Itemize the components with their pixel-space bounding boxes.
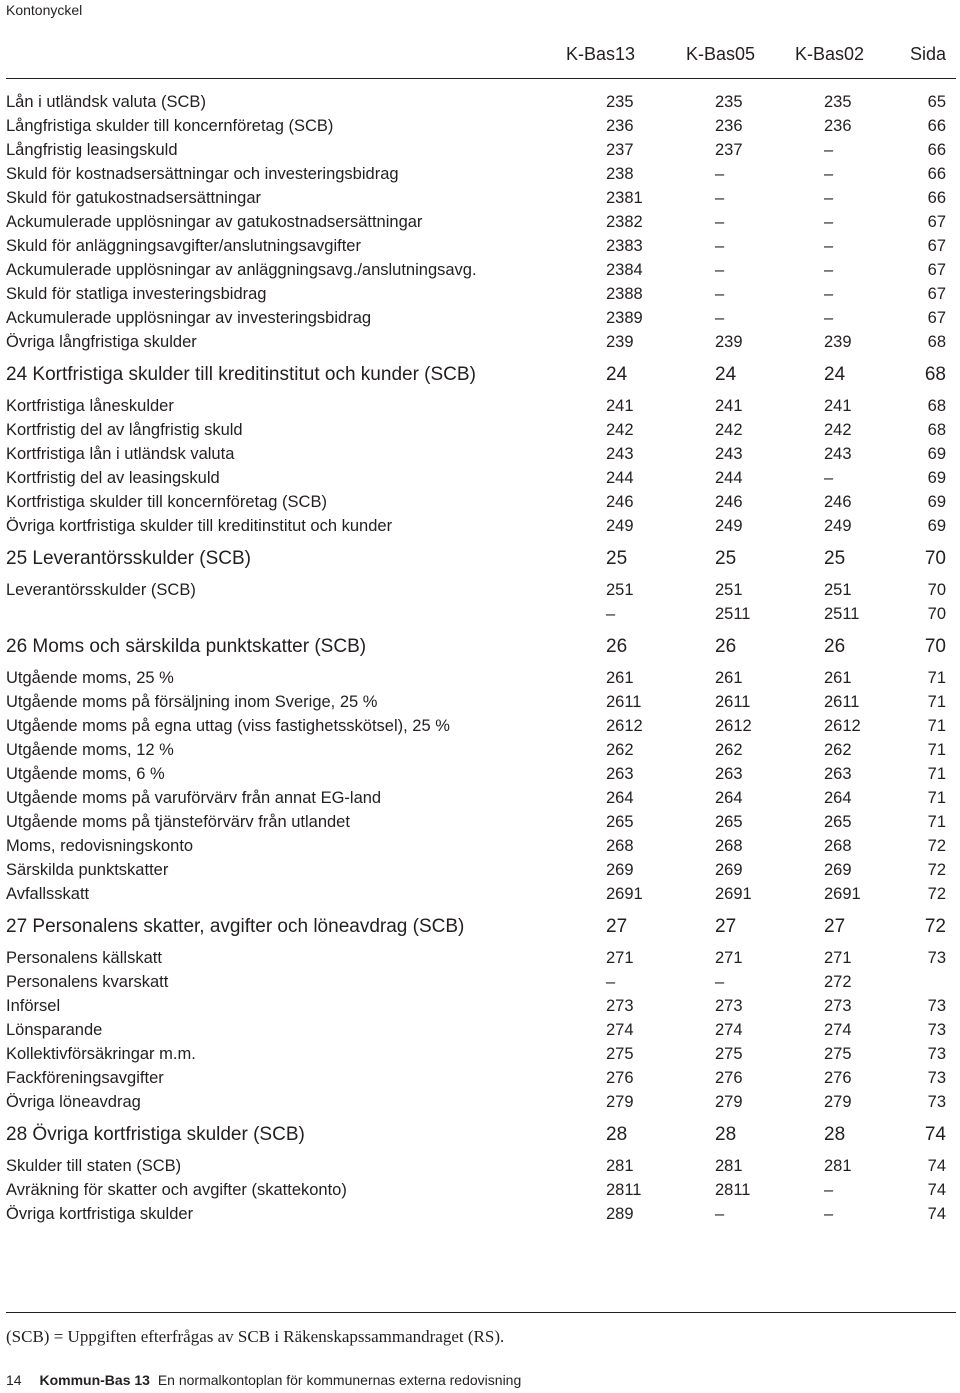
account-name: Skuld för statliga investeringsbidrag <box>6 285 267 303</box>
kbas13-code: 251 <box>606 581 634 599</box>
kbas05-code: 2811 <box>715 1181 751 1199</box>
kbas05-code: 239 <box>715 333 743 351</box>
kbas02-code: 275 <box>824 1045 852 1063</box>
kbas13-code: 2382 <box>606 213 643 231</box>
page-ref: 72 <box>927 837 946 855</box>
kbas13-code: 2612 <box>606 717 643 735</box>
kbas13-code: – <box>606 605 616 623</box>
table-row <box>0 858 960 882</box>
kbas13-code: – <box>606 973 616 991</box>
column-header-kbas02: K-Bas02 <box>795 44 865 64</box>
account-name: Införsel <box>6 997 61 1015</box>
kbas05-code: 263 <box>715 765 743 783</box>
page-ref: 74 <box>927 1157 946 1175</box>
kbas13-code: 265 <box>606 813 634 831</box>
kbas05-code: 271 <box>715 949 743 967</box>
page-ref: 66 <box>927 165 946 183</box>
table-row <box>0 1178 960 1202</box>
table-row <box>0 970 960 994</box>
kbas13-code: 244 <box>606 469 634 487</box>
page-ref: 67 <box>927 237 946 255</box>
table-row <box>0 490 960 514</box>
kbas02-code: – <box>824 285 834 303</box>
page-ref: 70 <box>927 605 946 623</box>
kbas13-code: 2389 <box>606 309 643 327</box>
account-name: Moms, redovisningskonto <box>6 837 194 855</box>
table-row <box>0 690 960 714</box>
kbas05-code: 2611 <box>715 693 751 711</box>
kbas13-code: 2383 <box>606 237 643 255</box>
account-name: 27 Personalens skatter, avgifter och löneavdrag (SCB) <box>6 916 465 937</box>
page-ref: 74 <box>924 1124 946 1145</box>
kbas13-code: 262 <box>606 741 634 759</box>
kbas02-code: 236 <box>824 117 852 135</box>
page-ref: 70 <box>924 548 946 569</box>
publication-title: Kommun-Bas 13 <box>39 1372 150 1388</box>
kbas05-code: 246 <box>715 493 743 511</box>
kbas05-code: 251 <box>715 581 743 599</box>
table-row <box>0 810 960 834</box>
column-headers <box>0 44 960 68</box>
account-name: Leverantörsskulder (SCB) <box>6 581 196 599</box>
account-name: Kortfristiga lån i utländsk valuta <box>6 445 235 463</box>
table-row <box>0 602 960 626</box>
footer-divider <box>6 1312 956 1313</box>
kbas13-code: 261 <box>606 669 634 687</box>
kbas13-code: 271 <box>606 949 634 967</box>
kbas05-code: 27 <box>715 916 737 937</box>
kbas05-code: 241 <box>715 397 743 415</box>
account-name: Lån i utländsk valuta (SCB) <box>6 93 206 111</box>
page-ref: 73 <box>927 1069 946 1087</box>
kbas13-code: 263 <box>606 765 634 783</box>
kbas13-code: 276 <box>606 1069 634 1087</box>
account-name: Övriga kortfristiga skulder till kreditinstitut och kunder <box>6 517 393 535</box>
kbas13-code: 28 <box>606 1124 628 1145</box>
kbas05-code: 26 <box>715 636 737 657</box>
kbas02-code: 27 <box>824 916 846 937</box>
kbas13-code: 2611 <box>606 693 642 711</box>
page-ref: 69 <box>927 469 946 487</box>
kbas05-code: – <box>715 1205 725 1223</box>
page-ref: 65 <box>927 93 946 111</box>
account-name: Utgående moms, 12 % <box>6 741 174 759</box>
kbas13-code: 249 <box>606 517 634 535</box>
kbas13-code: 268 <box>606 837 634 855</box>
kbas05-code: 261 <box>715 669 743 687</box>
kbas05-code: 264 <box>715 789 743 807</box>
kbas02-code: 246 <box>824 493 852 511</box>
table-row <box>0 258 960 282</box>
kbas02-code: – <box>824 261 834 279</box>
table-row <box>0 1202 960 1226</box>
kbas13-code: 235 <box>606 93 634 111</box>
kbas02-code: 239 <box>824 333 852 351</box>
page-footer <box>6 1372 521 1388</box>
kbas13-code: 236 <box>606 117 634 135</box>
kbas05-code: – <box>715 973 725 991</box>
page-ref: 71 <box>927 789 946 807</box>
page-ref: 70 <box>924 636 946 657</box>
table-row <box>0 666 960 690</box>
page-ref: 73 <box>927 1021 946 1039</box>
account-name: 25 Leverantörsskulder (SCB) <box>6 548 251 569</box>
account-name: 26 Moms och särskilda punktskatter (SCB) <box>6 636 367 657</box>
kbas02-code: – <box>824 141 834 159</box>
page-ref: 73 <box>927 1093 946 1111</box>
kbas13-code: 239 <box>606 333 634 351</box>
kbas05-code: 268 <box>715 837 743 855</box>
account-name: Kortfristiga låneskulder <box>6 397 174 415</box>
page-ref: 67 <box>927 285 946 303</box>
table-row <box>0 738 960 762</box>
kbas05-code: – <box>715 285 725 303</box>
account-name: Avfallsskatt <box>6 885 90 903</box>
kbas13-code: 275 <box>606 1045 634 1063</box>
account-name: Övriga löneavdrag <box>6 1093 141 1111</box>
kbas05-code: 24 <box>715 364 737 385</box>
page-ref: 68 <box>927 421 946 439</box>
table-row <box>0 994 960 1018</box>
account-name: Ackumulerade upplösningar av investeringsbidrag <box>6 309 372 327</box>
table-row <box>0 282 960 306</box>
account-name: 28 Övriga kortfristiga skulder (SCB) <box>6 1124 305 1145</box>
kbas02-code: 265 <box>824 813 852 831</box>
kbas02-code: 2691 <box>824 885 861 903</box>
page-ref: 73 <box>927 949 946 967</box>
kbas02-code: 281 <box>824 1157 852 1175</box>
kbas02-code: 24 <box>824 364 846 385</box>
column-header-page: Sida <box>909 44 946 64</box>
kbas02-code: 235 <box>824 93 852 111</box>
kbas05-code: 2691 <box>715 885 752 903</box>
kbas02-code: 241 <box>824 397 852 415</box>
kbas02-code: – <box>824 309 834 327</box>
kbas05-code: – <box>715 189 725 207</box>
account-name: Utgående moms på tjänsteförvärv från utlandet <box>6 813 350 831</box>
kbas02-code: – <box>824 1181 834 1199</box>
account-name: Långfristig leasingskuld <box>6 141 178 159</box>
kbas05-code: 28 <box>715 1124 737 1145</box>
account-name: Kortfristig del av leasingskuld <box>6 469 220 487</box>
kbas02-code: 271 <box>824 949 852 967</box>
table-row <box>0 442 960 466</box>
kbas02-code: 279 <box>824 1093 852 1111</box>
page-ref: 69 <box>927 517 946 535</box>
kbas02-code: 274 <box>824 1021 852 1039</box>
page-ref: 66 <box>927 117 946 135</box>
kbas13-code: 2691 <box>606 885 643 903</box>
table-row <box>0 418 960 442</box>
table-row <box>0 306 960 330</box>
page-ref: 67 <box>927 213 946 231</box>
kbas02-code: 276 <box>824 1069 852 1087</box>
section-heading-row <box>0 632 960 662</box>
page-ref: 68 <box>927 333 946 351</box>
table-row <box>0 714 960 738</box>
section-heading-row <box>0 1120 960 1150</box>
column-header-kbas13: K-Bas13 <box>566 44 636 64</box>
page-ref: 71 <box>927 813 946 831</box>
footnote: (SCB) = Uppgiften efterfrågas av SCB i Räkenskapssammandraget (RS). <box>6 1327 505 1346</box>
kbas02-code: 269 <box>824 861 852 879</box>
kbas13-code: 26 <box>606 636 628 657</box>
kbas13-code: 2381 <box>606 189 643 207</box>
table-row <box>0 210 960 234</box>
table-row <box>0 330 960 354</box>
kbas02-code: 249 <box>824 517 852 535</box>
kbas13-code: 238 <box>606 165 634 183</box>
table-row <box>0 114 960 138</box>
kbas13-code: 246 <box>606 493 634 511</box>
kbas02-code: 2511 <box>824 605 860 623</box>
kbas05-code: – <box>715 237 725 255</box>
page-ref: 66 <box>927 189 946 207</box>
kbas02-code: 242 <box>824 421 852 439</box>
table-row <box>0 90 960 114</box>
kbas13-code: 27 <box>606 916 628 937</box>
kbas02-code: 243 <box>824 445 852 463</box>
column-header-kbas05: K-Bas05 <box>686 44 756 64</box>
kbas02-code: 26 <box>824 636 846 657</box>
kbas02-code: 25 <box>824 548 846 569</box>
kbas02-code: – <box>824 213 834 231</box>
kbas05-code: 25 <box>715 548 737 569</box>
table-row <box>0 946 960 970</box>
table-row <box>0 762 960 786</box>
account-name: Utgående moms, 25 % <box>6 669 174 687</box>
kbas05-code: 2612 <box>715 717 752 735</box>
page-ref: 68 <box>927 397 946 415</box>
table-row <box>0 234 960 258</box>
kbas05-code: 269 <box>715 861 743 879</box>
kbas13-code: 242 <box>606 421 634 439</box>
account-name: Personalens källskatt <box>6 949 162 967</box>
account-name: Kortfristiga skulder till koncernföretag (SCB) <box>6 493 327 511</box>
account-name: Personalens kvarskatt <box>6 973 169 991</box>
kbas13-code: 281 <box>606 1157 634 1175</box>
section-heading-row <box>0 544 960 574</box>
kbas05-code: 274 <box>715 1021 743 1039</box>
page-ref: 70 <box>927 581 946 599</box>
account-name: Långfristiga skulder till koncernföretag (SCB) <box>6 117 334 135</box>
kbas13-code: 25 <box>606 548 628 569</box>
table-row <box>0 786 960 810</box>
kbas02-code: 2612 <box>824 717 861 735</box>
kbas05-code: 275 <box>715 1045 743 1063</box>
kbas05-code: 242 <box>715 421 743 439</box>
page-ref: 66 <box>927 141 946 159</box>
account-name: Ackumulerade upplösningar av gatukostnadsersättningar <box>6 213 423 231</box>
kbas02-code: – <box>824 469 834 487</box>
kbas05-code: 237 <box>715 141 743 159</box>
account-name: Övriga långfristiga skulder <box>6 333 197 351</box>
kbas02-code: 264 <box>824 789 852 807</box>
kbas13-code: 269 <box>606 861 634 879</box>
table-row <box>0 1066 960 1090</box>
page-ref: 67 <box>927 309 946 327</box>
page-ref: 71 <box>927 741 946 759</box>
publication-subtitle: En normalkontoplan för kommunernas externa redovisning <box>157 1372 522 1388</box>
account-name: Särskilda punktskatter <box>6 861 169 879</box>
account-name: Avräkning för skatter och avgifter (skattekonto) <box>6 1181 347 1199</box>
kbas05-code: 262 <box>715 741 743 759</box>
kbas13-code: 241 <box>606 397 634 415</box>
kbas13-code: 264 <box>606 789 634 807</box>
kbas05-code: 265 <box>715 813 743 831</box>
page-ref: 67 <box>927 261 946 279</box>
kbas05-code: – <box>715 165 725 183</box>
kbas02-code: – <box>824 1205 834 1223</box>
section-heading-row <box>0 912 960 942</box>
running-head: Kontonyckel <box>6 2 83 18</box>
account-name: Skuld för gatukostnadsersättningar <box>6 189 261 207</box>
section-heading-row <box>0 360 960 390</box>
account-name: Ackumulerade upplösningar av anläggningsavg./anslutningsavg. <box>6 261 477 279</box>
kbas02-code: 28 <box>824 1124 846 1145</box>
kbas02-code: 268 <box>824 837 852 855</box>
table-row <box>0 394 960 418</box>
table-row <box>0 1018 960 1042</box>
kbas05-code: 236 <box>715 117 743 135</box>
kbas02-code: 273 <box>824 997 852 1015</box>
kbas02-code: 2611 <box>824 693 860 711</box>
kbas13-code: 2384 <box>606 261 643 279</box>
page-ref: 73 <box>927 1045 946 1063</box>
kbas05-code: – <box>715 213 725 231</box>
account-name: Utgående moms på försäljning inom Sverige, 25 % <box>6 693 378 711</box>
account-name: Lönsparande <box>6 1021 103 1039</box>
table-row <box>0 162 960 186</box>
kbas05-code: 235 <box>715 93 743 111</box>
account-name: Kollektivförsäkringar m.m. <box>6 1045 196 1063</box>
page-ref: 74 <box>927 1181 946 1199</box>
kbas05-code: 273 <box>715 997 743 1015</box>
kbas13-code: 289 <box>606 1205 634 1223</box>
kbas02-code: – <box>824 165 834 183</box>
kbas13-code: 24 <box>606 364 628 385</box>
table-row <box>0 834 960 858</box>
page-number: 14 <box>6 1372 22 1388</box>
table-row <box>0 514 960 538</box>
table-row <box>0 138 960 162</box>
page-ref: 68 <box>924 364 946 385</box>
kbas05-code: 281 <box>715 1157 743 1175</box>
table-row <box>0 578 960 602</box>
table-row <box>0 186 960 210</box>
kbas05-code: 276 <box>715 1069 743 1087</box>
page-ref: 73 <box>927 997 946 1015</box>
kbas05-code: 243 <box>715 445 743 463</box>
kbas02-code: – <box>824 189 834 207</box>
kbas02-code: 261 <box>824 669 852 687</box>
account-name: Övriga kortfristiga skulder <box>6 1205 194 1223</box>
account-name: Utgående moms, 6 % <box>6 765 165 783</box>
kbas13-code: 274 <box>606 1021 634 1039</box>
page-ref: 69 <box>927 493 946 511</box>
kbas02-code: – <box>824 237 834 255</box>
page-ref: 74 <box>927 1205 946 1223</box>
account-table <box>0 90 960 1226</box>
page-ref: 71 <box>927 669 946 687</box>
account-name: 24 Kortfristiga skulder till kreditinstitut och kunder (SCB) <box>6 364 476 385</box>
kbas05-code: – <box>715 309 725 327</box>
account-name: Skuld för kostnadsersättningar och investeringsbidrag <box>6 165 399 183</box>
account-name: Kortfristig del av långfristig skuld <box>6 421 243 439</box>
page-ref: 72 <box>927 885 946 903</box>
table-row <box>0 466 960 490</box>
page-ref: 72 <box>927 861 946 879</box>
kbas13-code: 237 <box>606 141 634 159</box>
page-ref: 71 <box>927 693 946 711</box>
table-row <box>0 882 960 906</box>
table-row <box>0 1154 960 1178</box>
account-name: Fackföreningsavgifter <box>6 1069 164 1087</box>
kbas13-code: 243 <box>606 445 634 463</box>
page-ref: 71 <box>927 717 946 735</box>
page-ref: 71 <box>927 765 946 783</box>
kbas02-code: 263 <box>824 765 852 783</box>
account-name: Utgående moms på egna uttag (viss fastighetsskötsel), 25 % <box>6 717 450 735</box>
account-name: Skulder till staten (SCB) <box>6 1157 182 1175</box>
table-row <box>0 1042 960 1066</box>
account-name: Utgående moms på varuförvärv från annat EG-land <box>6 789 382 807</box>
kbas13-code: 273 <box>606 997 634 1015</box>
page-ref: 69 <box>927 445 946 463</box>
page-ref: 72 <box>924 916 946 937</box>
kbas05-code: – <box>715 261 725 279</box>
kbas13-code: 2388 <box>606 285 643 303</box>
kbas02-code: 251 <box>824 581 852 599</box>
kbas05-code: 2511 <box>715 605 751 623</box>
kbas13-code: 2811 <box>606 1181 642 1199</box>
kbas02-code: 262 <box>824 741 852 759</box>
kbas02-code: 272 <box>824 973 852 991</box>
kbas05-code: 244 <box>715 469 743 487</box>
account-name: Skuld för anläggningsavgifter/anslutningsavgifter <box>6 237 361 255</box>
header-divider <box>6 78 956 79</box>
table-row <box>0 1090 960 1114</box>
kbas05-code: 249 <box>715 517 743 535</box>
kbas13-code: 279 <box>606 1093 634 1111</box>
kbas05-code: 279 <box>715 1093 743 1111</box>
